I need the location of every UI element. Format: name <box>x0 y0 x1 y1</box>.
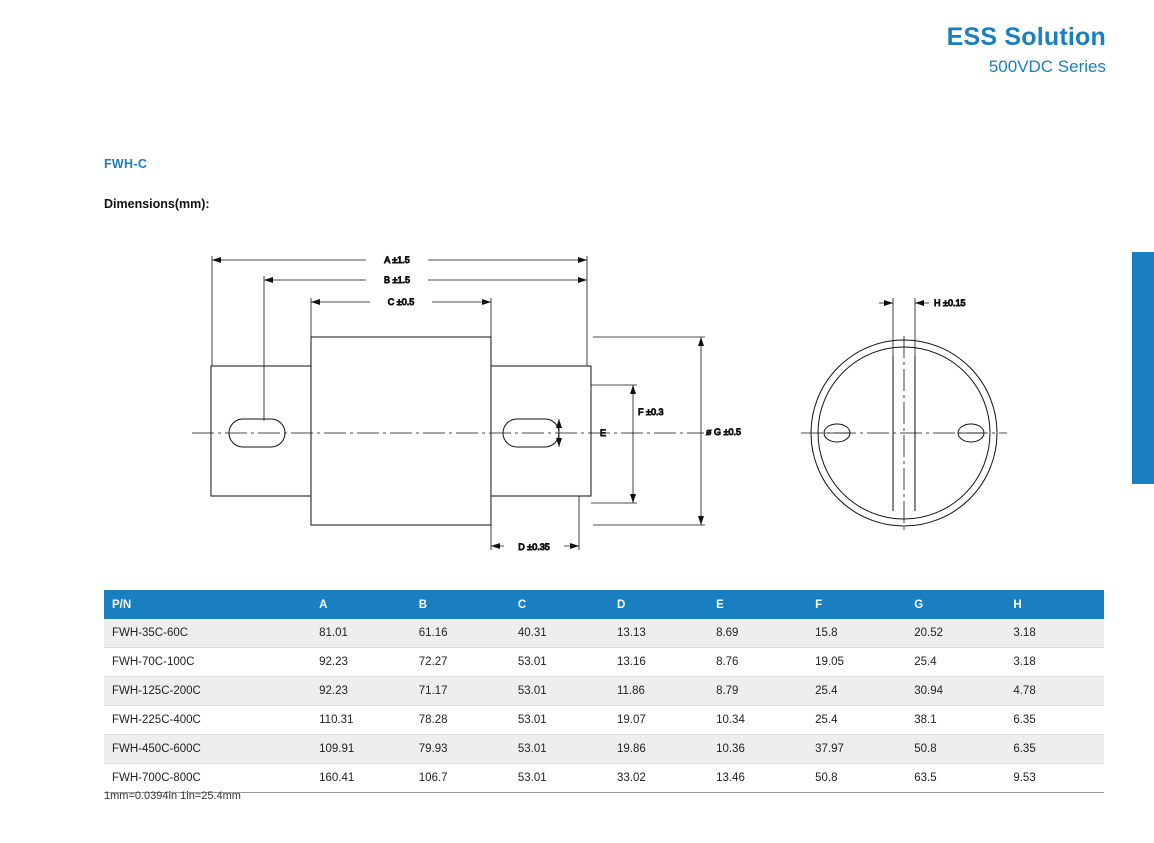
table-header-row <box>104 590 1104 619</box>
cell-a: 92.23 <box>311 648 411 677</box>
cell-f: 15.8 <box>807 619 906 648</box>
col-header-b: B <box>411 590 510 619</box>
table-row <box>104 735 1104 764</box>
cell-c: 40.31 <box>510 619 609 648</box>
table-row <box>104 619 1104 648</box>
col-header-f: F <box>807 590 906 619</box>
dim-a-label: A ±1.5 <box>384 255 410 265</box>
brand-title: ESS Solution <box>946 23 1106 51</box>
dim-g-label: ø G ±0.5 <box>706 427 741 437</box>
cell-e: 10.34 <box>708 706 807 735</box>
dim-d-label: D ±0.35 <box>518 542 550 552</box>
table-row <box>104 764 1104 793</box>
cell-f: 25.4 <box>807 677 906 706</box>
cell-a: 110.31 <box>311 706 411 735</box>
cell-b: 106.7 <box>411 764 510 793</box>
col-header-h: H <box>1005 590 1104 619</box>
cell-b: 79.93 <box>411 735 510 764</box>
cell-g: 30.94 <box>906 677 1005 706</box>
cell-c: 53.01 <box>510 677 609 706</box>
cell-d: 13.16 <box>609 648 708 677</box>
dim-e-label: E <box>599 428 607 438</box>
cell-e: 8.79 <box>708 677 807 706</box>
dim-b-label: B ±1.5 <box>384 275 410 285</box>
cell-h: 6.35 <box>1005 735 1104 764</box>
cell-f: 19.05 <box>807 648 906 677</box>
dim-f-label: F ±0.3 <box>638 407 664 417</box>
cell-h: 4.78 <box>1005 677 1104 706</box>
cell-c: 53.01 <box>510 648 609 677</box>
cell-d: 19.07 <box>609 706 708 735</box>
table-row <box>104 706 1104 735</box>
cell-h: 6.35 <box>1005 706 1104 735</box>
cell-b: 71.17 <box>411 677 510 706</box>
cell-e: 8.76 <box>708 648 807 677</box>
col-header-d: D <box>609 590 708 619</box>
cell-f: 50.8 <box>807 764 906 793</box>
cell-b: 72.27 <box>411 648 510 677</box>
cell-pn: FWH-70C-100C <box>104 648 311 677</box>
cell-d: 19.86 <box>609 735 708 764</box>
cell-g: 25.4 <box>906 648 1005 677</box>
cell-pn: FWH-700C-800C <box>104 764 311 793</box>
dim-c-label: C ±0.5 <box>387 297 415 307</box>
cell-c: 53.01 <box>510 764 609 793</box>
cell-d: 11.86 <box>609 677 708 706</box>
cell-pn: FWH-35C-60C <box>104 619 311 648</box>
cell-g: 38.1 <box>906 706 1005 735</box>
col-header-a: A <box>311 590 411 619</box>
cell-b: 78.28 <box>411 706 510 735</box>
dimensions-table <box>104 590 1104 793</box>
cell-g: 20.52 <box>906 619 1005 648</box>
col-header-e: E <box>708 590 807 619</box>
cell-a: 109.91 <box>311 735 411 764</box>
cell-pn: FWH-450C-600C <box>104 735 311 764</box>
technical-drawing <box>104 236 1064 576</box>
dimensions-heading: Dimensions(mm): <box>104 197 210 211</box>
unit-conversion-footnote: 1mm=0.0394in 1in=25.4mm <box>104 790 241 802</box>
cell-c: 53.01 <box>510 706 609 735</box>
cell-h: 3.18 <box>1005 619 1104 648</box>
cell-d: 33.02 <box>609 764 708 793</box>
cell-h: 3.18 <box>1005 648 1104 677</box>
dimensions-table-wrapper <box>104 590 1104 793</box>
page-title: FWH-C <box>104 157 148 171</box>
cell-d: 13.13 <box>609 619 708 648</box>
table-header <box>104 590 1104 619</box>
cell-e: 13.46 <box>708 764 807 793</box>
col-header-c: C <box>510 590 609 619</box>
dim-h-label: H ±0.15 <box>934 298 966 308</box>
table-body <box>104 619 1104 793</box>
table-row <box>104 677 1104 706</box>
cell-g: 50.8 <box>906 735 1005 764</box>
cell-e: 10.36 <box>708 735 807 764</box>
cell-g: 63.5 <box>906 764 1005 793</box>
cell-b: 61.16 <box>411 619 510 648</box>
cell-e: 8.69 <box>708 619 807 648</box>
cell-h: 9.53 <box>1005 764 1104 793</box>
brand-subtitle: 500VDC Series <box>988 56 1106 76</box>
col-header-g: G <box>906 590 1005 619</box>
page-side-tab <box>1132 252 1154 484</box>
cell-a: 92.23 <box>311 677 411 706</box>
cell-pn: FWH-225C-400C <box>104 706 311 735</box>
cell-f: 25.4 <box>807 706 906 735</box>
cell-a: 160.41 <box>311 764 411 793</box>
cell-f: 37.97 <box>807 735 906 764</box>
col-header-pn: P/N <box>104 590 311 619</box>
cell-a: 81.01 <box>311 619 411 648</box>
cell-c: 53.01 <box>510 735 609 764</box>
document-header <box>947 24 1106 76</box>
cell-pn: FWH-125C-200C <box>104 677 311 706</box>
table-row <box>104 648 1104 677</box>
